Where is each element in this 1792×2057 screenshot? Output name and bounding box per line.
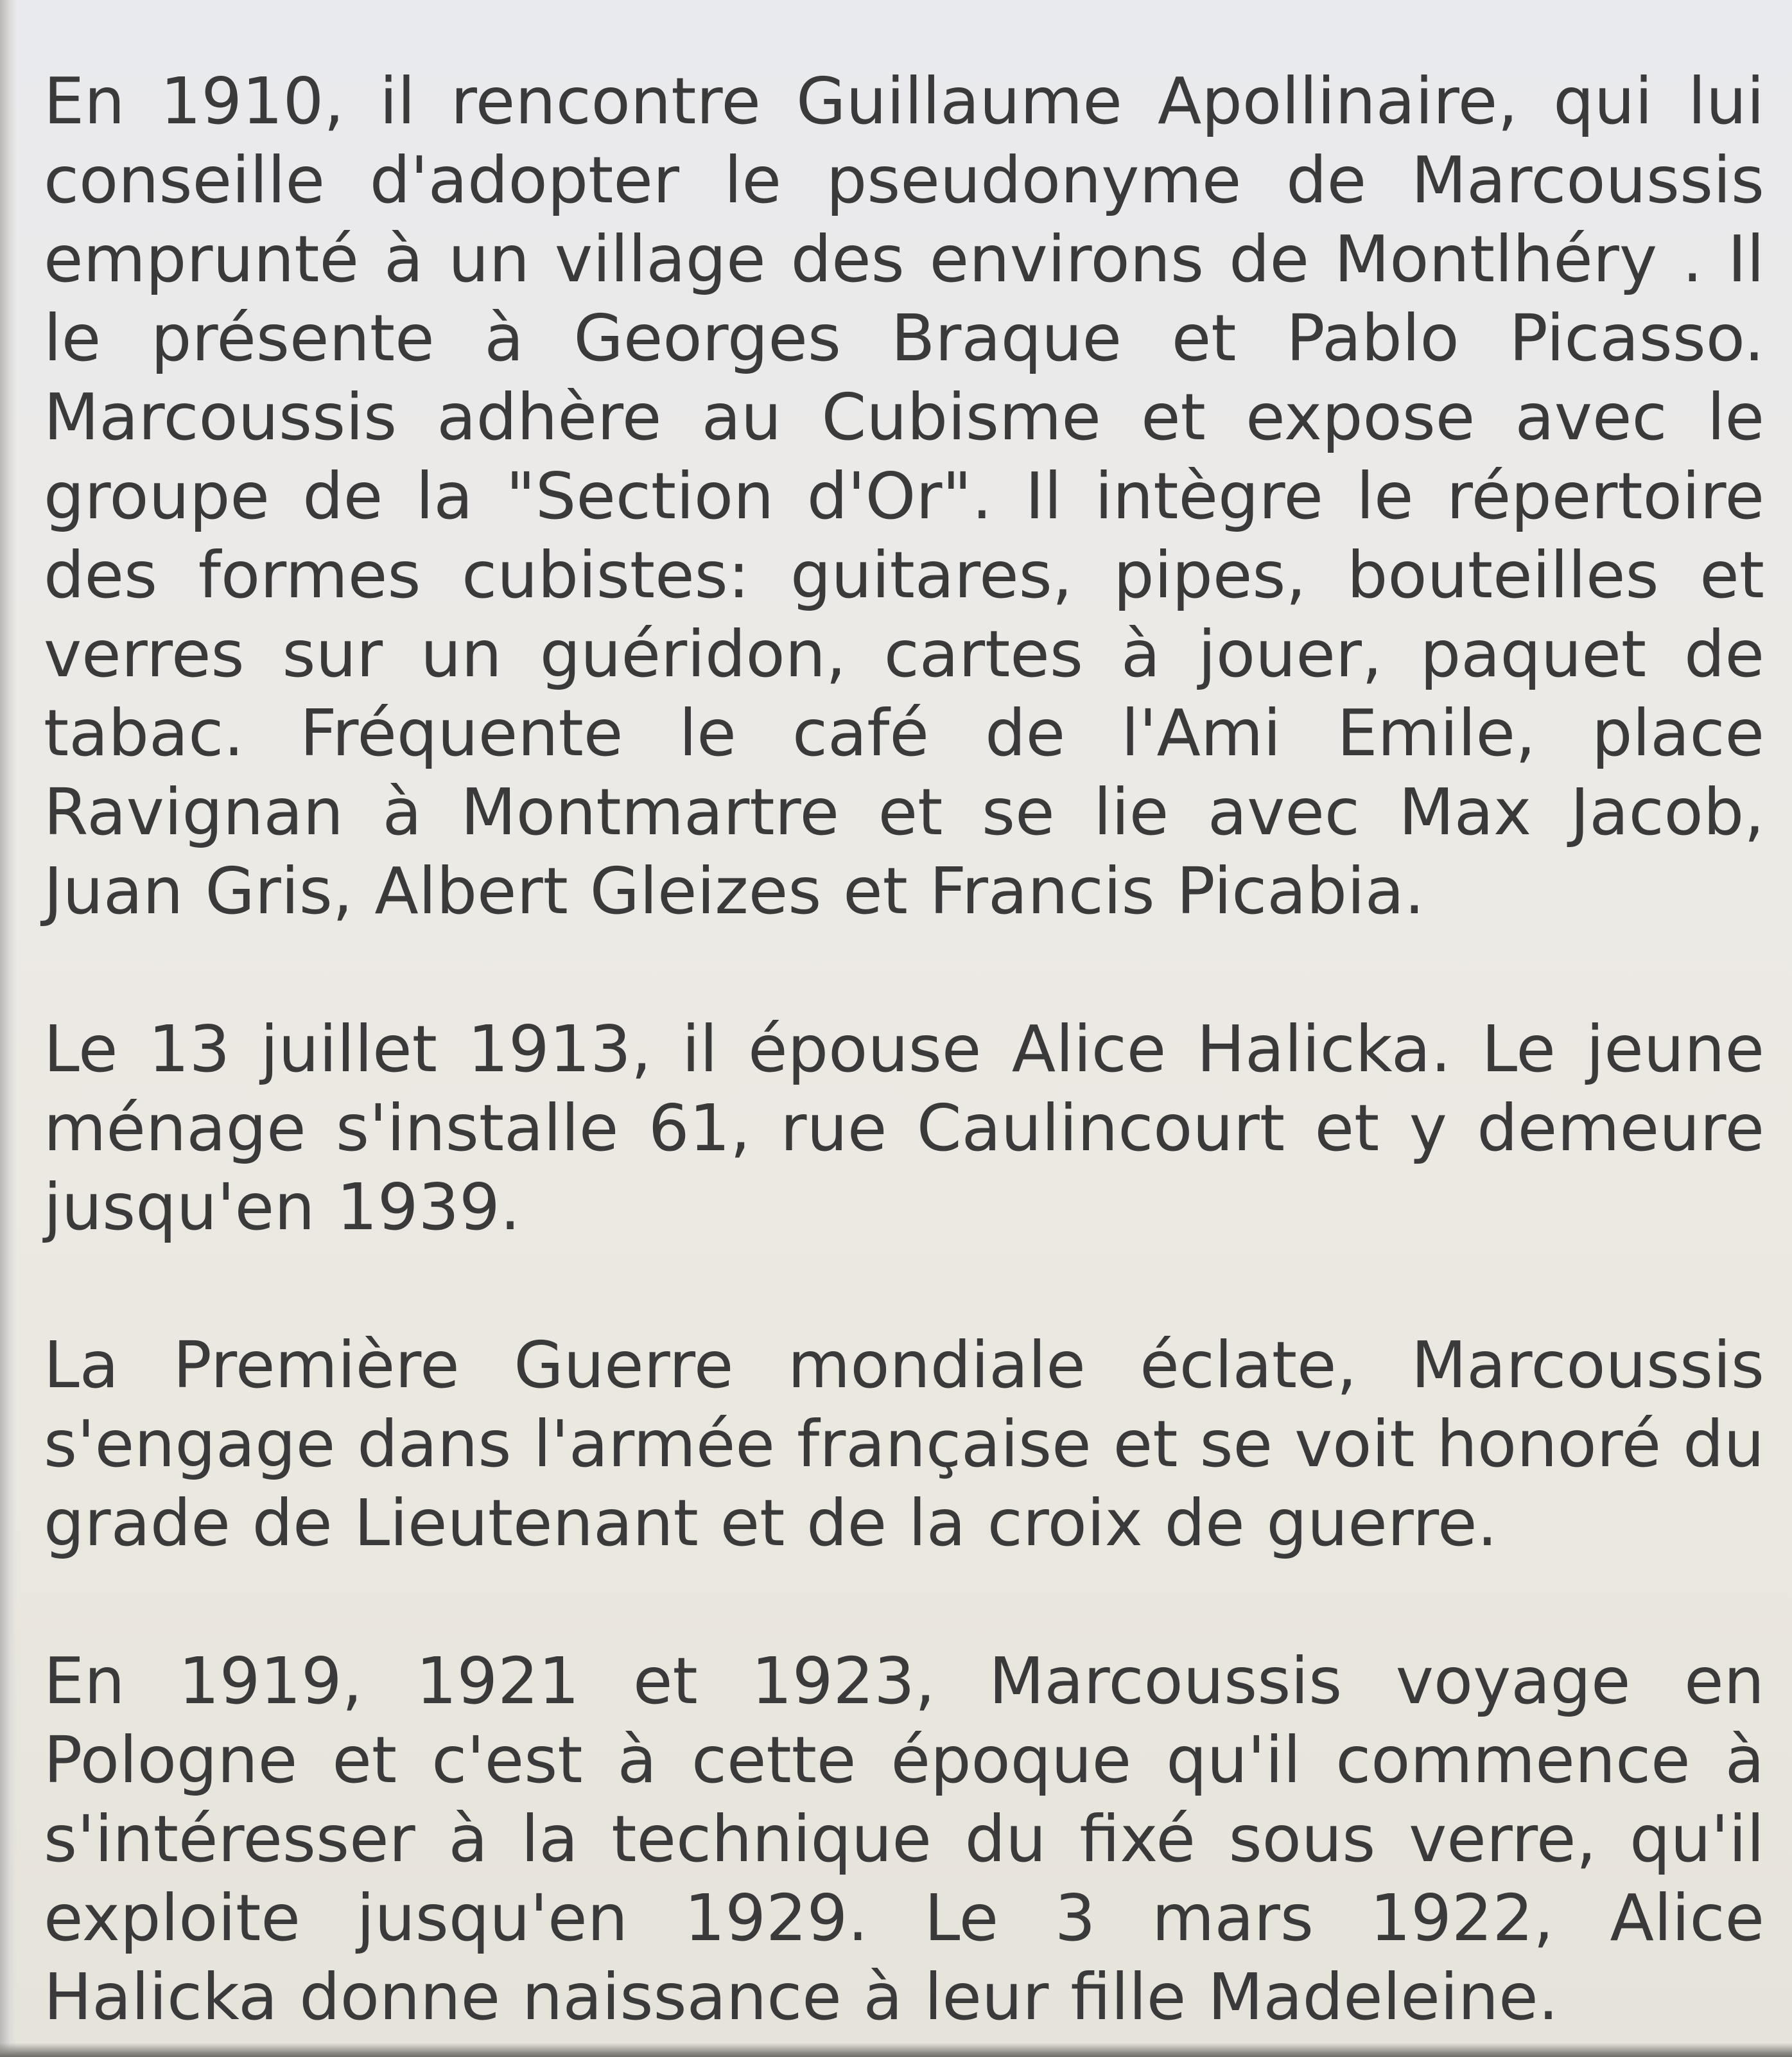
paragraph-1913: Le 13 juillet 1913, il épouse Alice Halicka. Le jeune ménage s'installe 61, rue Caulincourt et y demeure jusqu'en 1939. xyxy=(44,1011,1764,1245)
biography-text xyxy=(44,62,1764,2036)
paragraph-1910: En 1910, il rencontre Guillaume Apollinaire, qui lui conseille d'adopter le pseudonyme de Marcoussis emprunté à un village des environs de Montlhéry . Il le présente à Georges Braque et Pablo Picasso. Marcoussis adhère au Cubisme et expose avec le groupe de la "Section d'Or". Il intègre le répertoire des formes cubistes: guitares, pipes, bouteilles et verres sur un guéridon, cartes à jouer, paquet de tabac. Fréquente le café de l'Ami Emile, place Ravignan à Montmartre et se lie avec Max Jacob, Juan Gris, Albert Gleizes et Francis Picabia. xyxy=(44,64,1764,929)
screen-edge-bottom xyxy=(0,2043,1792,2057)
screen-edge-left xyxy=(0,0,17,2057)
paragraph-first-world-war: La Première Guerre mondiale éclate, Marcoussis s'engage dans l'armée française et se voit honoré du grade de Lieutenant et de la croix de guerre. xyxy=(44,1327,1764,1561)
paragraph-1919: En 1919, 1921 et 1923, Marcoussis voyage en Pologne et c'est à cette époque qu'il commence à s'intéresser à la technique du fixé sous verre, qu'il exploite jusqu'en 1929. Le 3 mars 1922, Alice Halicka donne naissance à leur fille Madeleine. xyxy=(44,1643,1764,2035)
